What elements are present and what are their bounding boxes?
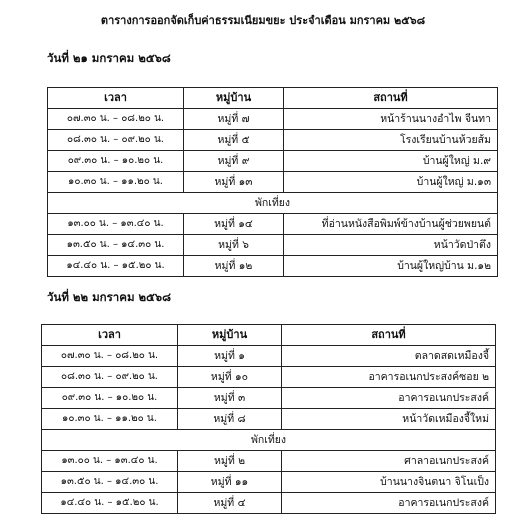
table-row: [48, 172, 498, 193]
table-row: [42, 451, 496, 472]
village-cell: หมู่ที่ ๒: [178, 451, 282, 472]
lunch-break-row: [42, 430, 496, 451]
time-cell: ๑๓.๕๐ น. – ๑๔.๓๐ น.: [48, 235, 184, 256]
village-cell: หมู่ที่ ๑๐: [178, 367, 282, 388]
header-time: เวลา: [42, 325, 178, 346]
table-row: [42, 346, 496, 367]
table-row: [48, 130, 498, 151]
time-cell: ๐๙.๓๐ น. – ๑๐.๒๐ น.: [48, 151, 184, 172]
village-cell: หมู่ที่ ๑๒: [184, 256, 284, 277]
place-cell: อาคารอเนกประสงค์: [282, 493, 496, 514]
place-cell: หน้าวัดป่าตึง: [284, 235, 498, 256]
day-heading: วันที่ ๒๒ มกราคม ๒๕๖๘: [47, 290, 171, 304]
village-cell: หมู่ที่ ๑๔: [184, 214, 284, 235]
time-cell: ๐๘.๓๐ น. – ๐๙.๒๐ น.: [48, 130, 184, 151]
time-cell: ๑๐.๓๐ น. – ๑๑.๒๐ น.: [48, 172, 184, 193]
place-cell: โรงเรียนบ้านห้วยส้ม: [284, 130, 498, 151]
time-cell: ๑๐.๓๐ น. – ๑๑.๒๐ น.: [42, 409, 178, 430]
village-cell: หมู่ที่ ๓: [178, 388, 282, 409]
table-row: [42, 367, 496, 388]
village-cell: หมู่ที่ ๙: [184, 151, 284, 172]
time-cell: ๐๗.๓๐ น. – ๐๘.๒๐ น.: [42, 346, 178, 367]
place-cell: ตลาดสดเหมืองจี้: [282, 346, 496, 367]
table-row: [42, 472, 496, 493]
place-cell: อาคารอเนกประสงค์ซอย ๒: [282, 367, 496, 388]
header-village: หมู่บ้าน: [178, 325, 282, 346]
place-cell: บ้านผู้ใหญ่ ม.๙: [284, 151, 498, 172]
village-cell: หมู่ที่ ๔: [178, 493, 282, 514]
header-village: หมู่บ้าน: [184, 88, 284, 109]
time-cell: ๑๔.๔๐ น. – ๑๕.๒๐ น.: [48, 256, 184, 277]
place-cell: บ้านนางจินตนา จิโนเป็ง: [282, 472, 496, 493]
schedule-table: [47, 87, 498, 277]
village-cell: หมู่ที่ ๘: [178, 409, 282, 430]
schedule-table: [41, 324, 496, 514]
village-cell: หมู่ที่ ๑: [178, 346, 282, 367]
village-cell: หมู่ที่ ๗: [184, 109, 284, 130]
table-row: [48, 256, 498, 277]
place-cell: อาคารอเนกประสงค์: [282, 388, 496, 409]
place-cell: บ้านผู้ใหญ่บ้าน ม.๑๒: [284, 256, 498, 277]
table-row: [48, 109, 498, 130]
time-cell: ๐๘.๓๐ น. – ๐๙.๒๐ น.: [42, 367, 178, 388]
place-cell: บ้านผู้ใหญ่ ม.๑๓: [284, 172, 498, 193]
place-cell: ที่อ่านหนังสือพิมพ์ข้างบ้านผู้ช่วยพยนต์: [284, 214, 498, 235]
document-title: ตารางการออกจัดเก็บค่าธรรมเนียมขยะ ประจำเดือน มกราคม ๒๕๖๘: [100, 14, 426, 27]
village-cell: หมู่ที่ ๑๓: [184, 172, 284, 193]
table-row: [48, 214, 498, 235]
time-cell: ๐๗.๓๐ น. – ๐๘.๒๐ น.: [48, 109, 184, 130]
lunch-break-label: พักเที่ยง: [42, 430, 496, 451]
table-row: [48, 235, 498, 256]
table-header-row: [48, 88, 498, 109]
village-cell: หมู่ที่ ๖: [184, 235, 284, 256]
header-place: สถานที่: [282, 325, 496, 346]
time-cell: ๑๓.๐๐ น. – ๑๓.๔๐ น.: [42, 451, 178, 472]
table-row: [42, 409, 496, 430]
village-cell: หมู่ที่ ๑๑: [178, 472, 282, 493]
place-cell: หน้าร้านนางอำไพ จีนทา: [284, 109, 498, 130]
place-cell: ศาลาอเนกประสงค์: [282, 451, 496, 472]
table-row: [42, 493, 496, 514]
time-cell: ๑๓.๕๐ น. – ๑๔.๓๐ น.: [42, 472, 178, 493]
place-cell: หน้าวัดเหมืองจี้ใหม่: [282, 409, 496, 430]
village-cell: หมู่ที่ ๕: [184, 130, 284, 151]
time-cell: ๐๙.๓๐ น. – ๑๐.๒๐ น.: [42, 388, 178, 409]
header-place: สถานที่: [284, 88, 498, 109]
lunch-break-label: พักเที่ยง: [48, 193, 498, 214]
table-header-row: [42, 325, 496, 346]
lunch-break-row: [48, 193, 498, 214]
table-row: [48, 151, 498, 172]
day-heading: วันที่ ๒๑ มกราคม ๒๕๖๘: [47, 51, 171, 65]
time-cell: ๑๓.๐๐ น. – ๑๓.๔๐ น.: [48, 214, 184, 235]
table-row: [42, 388, 496, 409]
header-time: เวลา: [48, 88, 184, 109]
time-cell: ๑๔.๔๐ น. – ๑๕.๒๐ น.: [42, 493, 178, 514]
